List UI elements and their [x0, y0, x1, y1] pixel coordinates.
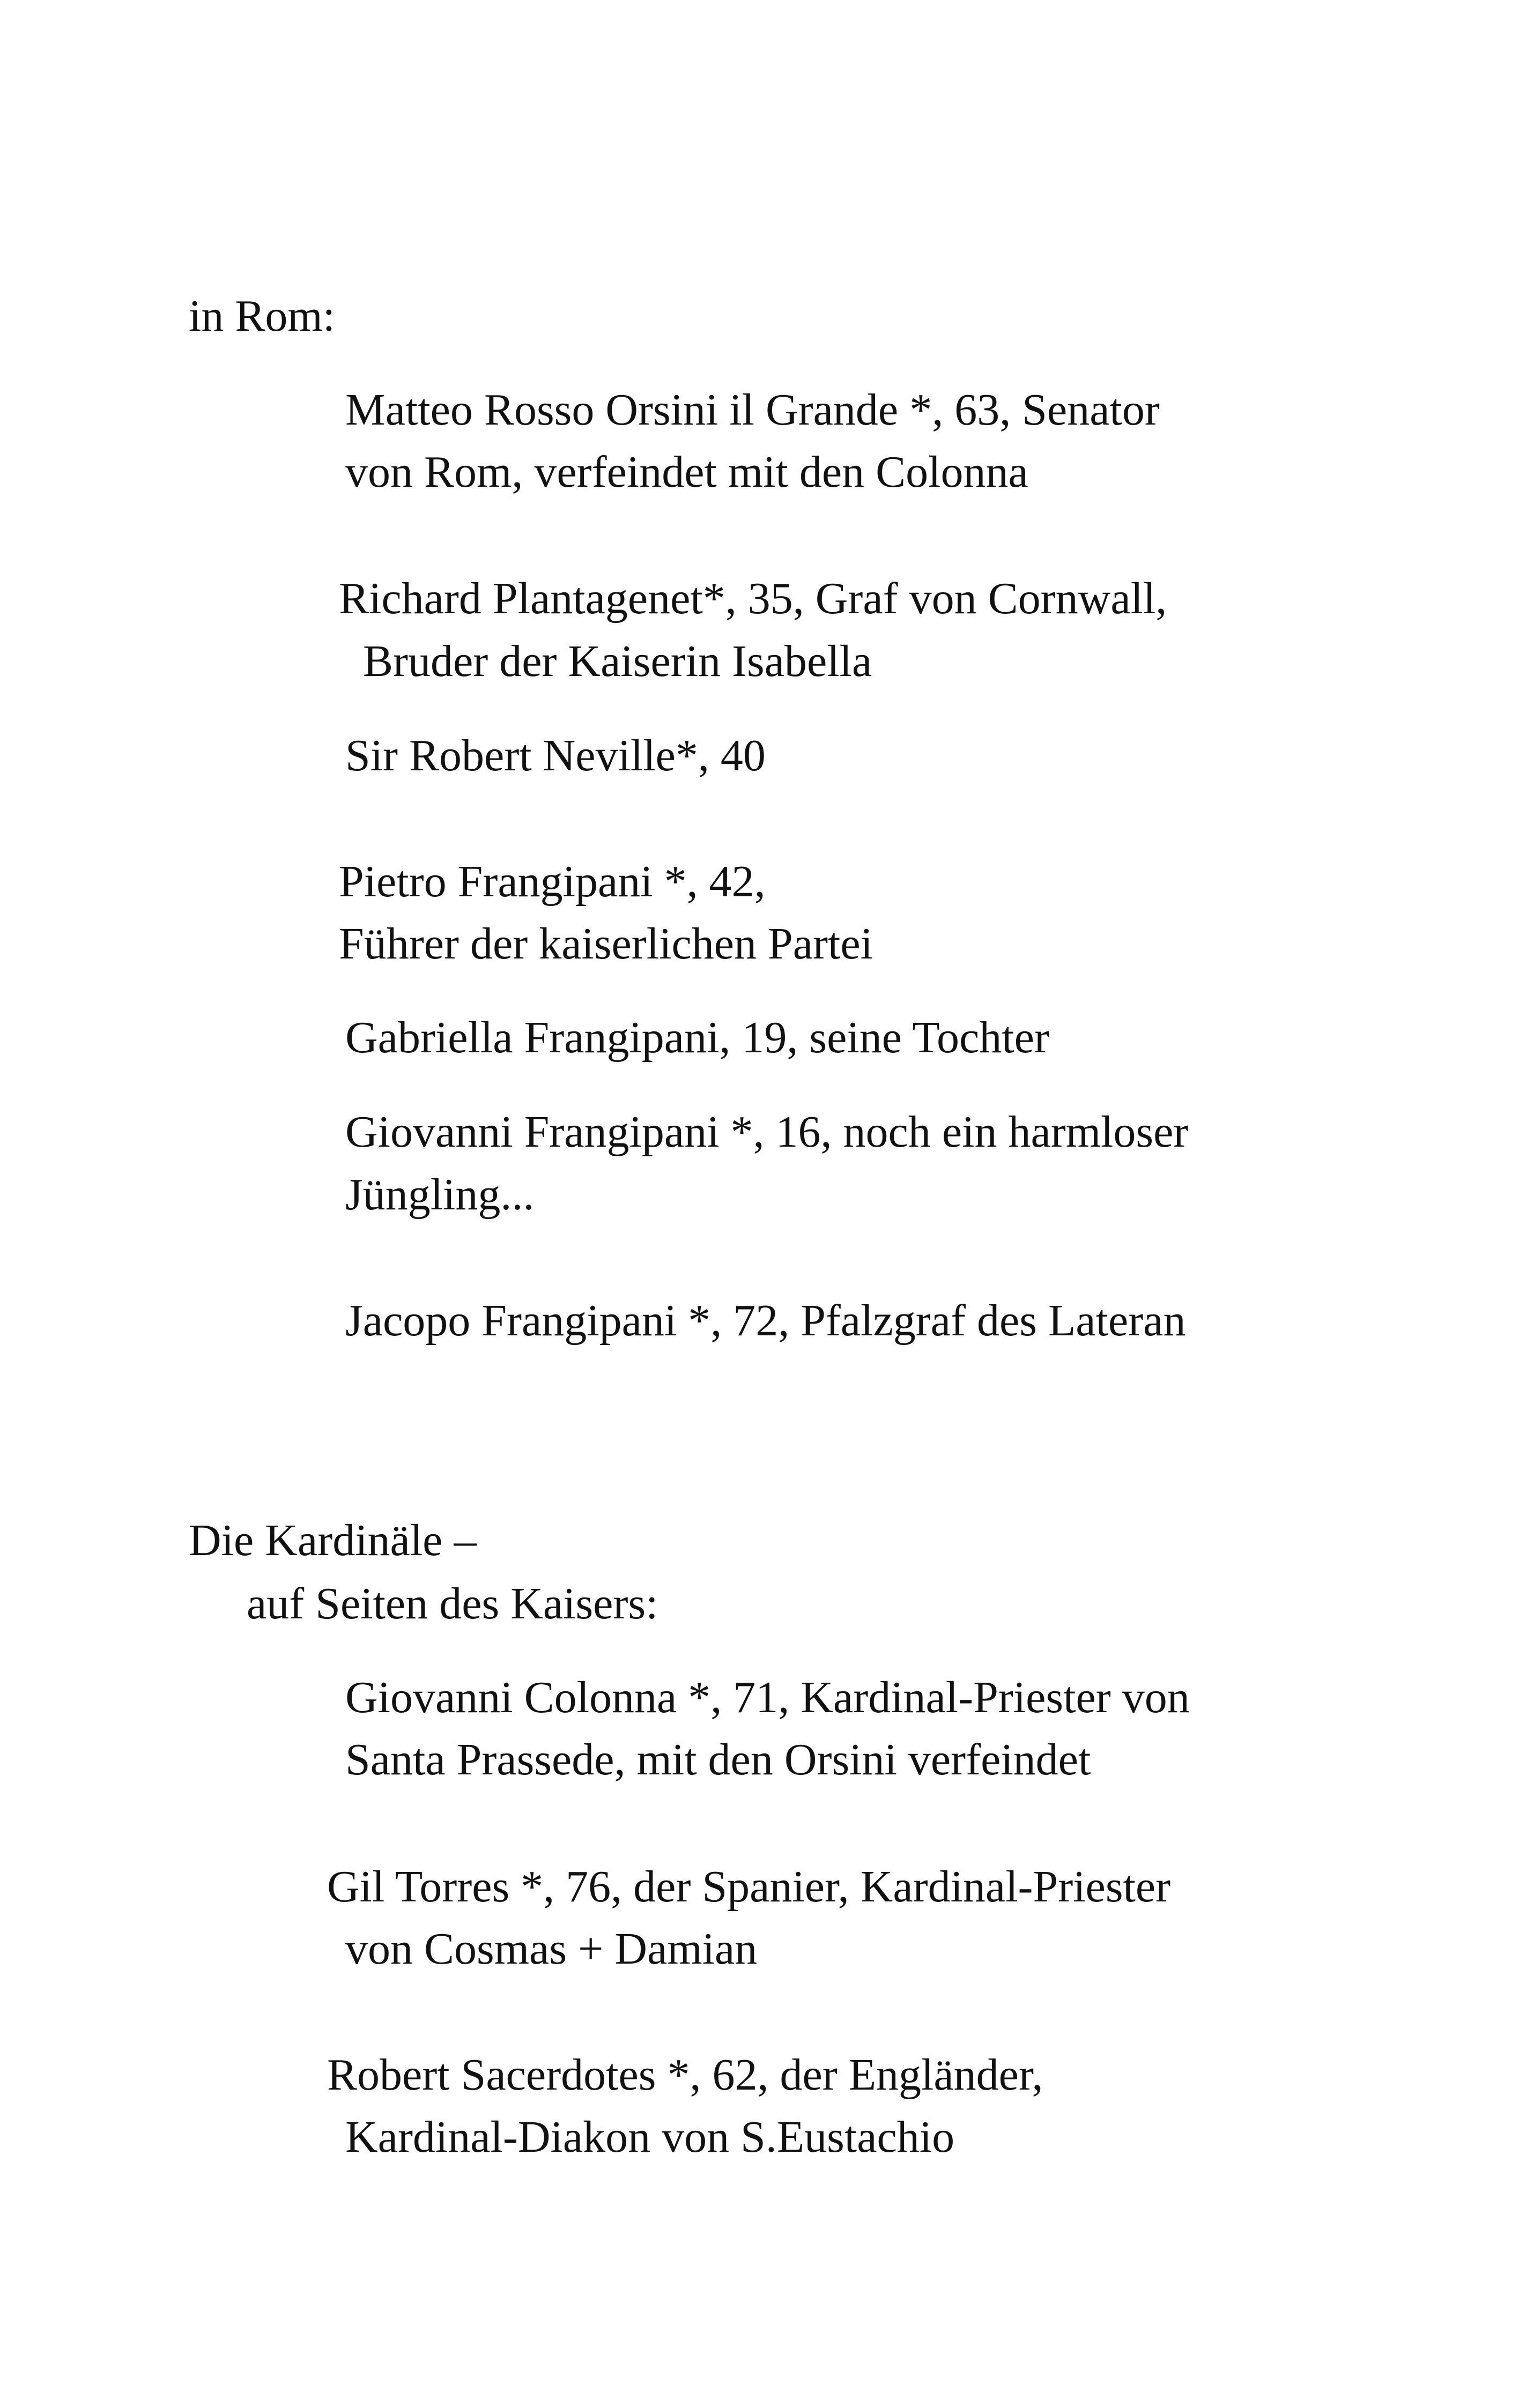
entry-line: Gabriella Frangipani, 19, seine Tochter: [345, 1013, 1049, 1062]
section-subheading-cardinals: auf Seiten des Kaisers:: [247, 1579, 658, 1629]
entry-line: Sir Robert Neville*, 40: [345, 731, 766, 781]
section-heading-rome: in Rom:: [189, 291, 336, 341]
entry-line: Richard Plantagenet*, 35, Graf von Cornwall,: [339, 574, 1167, 623]
entry-line: Robert Sacerdotes *, 62, der Engländer,: [327, 2050, 1043, 2100]
entry-line: Kardinal-Diakon von S.Eustachio: [345, 2112, 955, 2162]
entry-line: Giovanni Colonna *, 71, Kardinal-Priester von: [345, 1673, 1190, 1722]
entry-line: Führer der kaiserlichen Partei: [339, 919, 873, 969]
entry-line: Jüngling...: [345, 1170, 535, 1220]
entry-line: von Cosmas + Damian: [345, 1924, 758, 1974]
entry-line: Gil Torres *, 76, der Spanier, Kardinal-Priester: [327, 1862, 1171, 1912]
entry-line: Bruder der Kaiserin Isabella: [363, 636, 872, 686]
entry-line: Jacopo Frangipani *, 72, Pfalzgraf des Lateran: [345, 1296, 1186, 1346]
section-heading-cardinals: Die Kardinäle –: [189, 1515, 477, 1565]
entry-line: Pietro Frangipani *, 42,: [339, 857, 766, 906]
entry-line: von Rom, verfeindet mit den Colonna: [345, 447, 1028, 497]
entry-line: Santa Prassede, mit den Orsini verfeindet: [345, 1735, 1091, 1785]
entry-line: Giovanni Frangipani *, 16, noch ein harmloser: [345, 1107, 1189, 1157]
entry-line: Matteo Rosso Orsini il Grande *, 63, Senator: [345, 385, 1160, 435]
